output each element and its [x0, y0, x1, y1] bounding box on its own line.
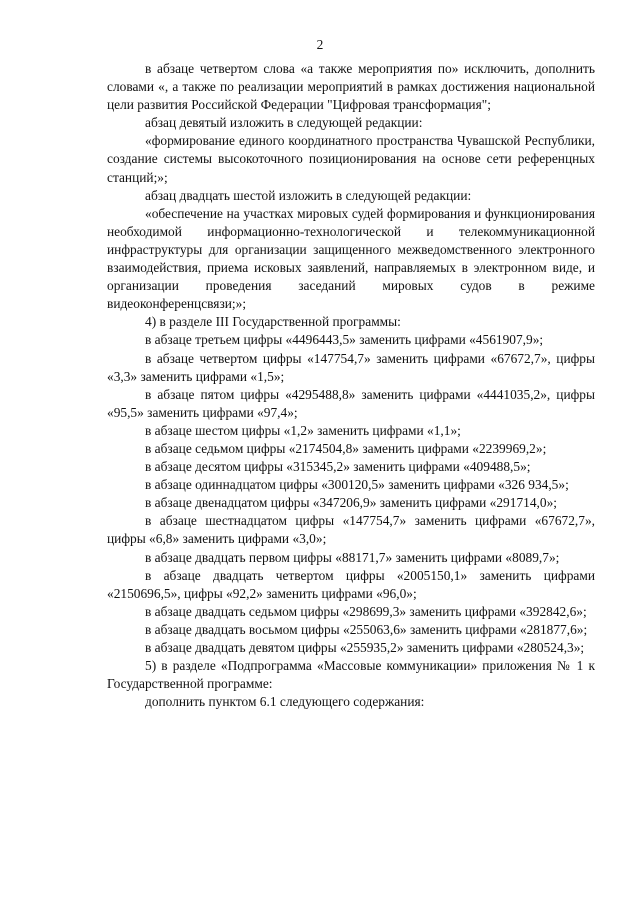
paragraph: «обеспечение на участках мировых судей формирования и функционирования необходимой информационно-технологической и телекоммуникационной инфраструктуры для организации защищенного межведомственного электронного взаимодействия, приема исковых заявлений, направляемых в электронном виде, и организации проведения заседаний мировых судов в режиме видеоконференцсвязи;»;: [107, 205, 595, 312]
paragraph: абзац двадцать шестой изложить в следующей редакции:: [145, 187, 472, 203]
paragraph: в абзаце двадцать седьмом цифры «298699,3» заменить цифрами «392842,6»;: [145, 603, 587, 619]
paragraph: в абзаце четвертом цифры «147754,7» заменить цифрами «67672,7», цифры «3,3» заменить цифрами «1,5»;: [107, 350, 595, 384]
paragraph: в абзаце двадцать девятом цифры «255935,2» заменить цифрами «280524,3»;: [145, 640, 585, 655]
paragraph: в абзаце двадцать первом цифры «88171,7» заменить цифрами «8089,7»;: [145, 549, 560, 565]
page-number: 2: [316, 37, 324, 52]
paragraph: абзац девятый изложить в следующей редакции:: [145, 115, 423, 131]
paragraph: в абзаце двадцать восьмом цифры «255063,6» заменить цифрами «281877,6»;: [145, 621, 588, 637]
paragraph: в абзаце шестнадцатом цифры «147754,7» заменить цифрами «67672,7», цифры «6,8» заменить цифрами «3,0»;: [107, 513, 595, 547]
paragraph: в абзаце третьем цифры «4496443,5» заменить цифрами «4561907,9»;: [145, 332, 544, 348]
paragraph: 5) в разделе «Подпрограмма «Массовые коммуникации» приложения № 1 к Государственной программе:: [107, 658, 595, 692]
paragraph: в абзаце четвертом слова «а также мероприятия по» исключить, дополнить словами «, а также по реализации мероприятий в рамках достижения национальной цели развития Российской Федерации "Цифровая трансформация";: [107, 61, 595, 113]
paragraph: в абзаце одиннадцатом цифры «300120,5» заменить цифрами «326 934,5»;: [145, 477, 569, 493]
paragraph: в абзаце двенадцатом цифры «347206,9» заменить цифрами «291714,0»;: [145, 495, 557, 511]
paragraph: дополнить пунктом 6.1 следующего содержания:: [145, 694, 425, 710]
document-body: [107, 60, 595, 711]
paragraph: 4) в разделе III Государственной программы:: [145, 314, 401, 330]
paragraph: в абзаце седьмом цифры «2174504,8» заменить цифрами «2239969,2»;: [145, 440, 547, 456]
paragraph: в абзаце шестом цифры «1,2» заменить цифрами «1,1»;: [145, 422, 461, 438]
paragraph: «формирование единого координатного пространства Чувашской Республики, создание системы высокоточного позиционирования на основе сети референцных станций;»;: [107, 133, 595, 185]
paragraph: в абзаце пятом цифры «4295488,8» заменить цифрами «4441035,2», цифры «95,5» заменить цифрами «97,4»;: [107, 386, 595, 420]
paragraph: в абзаце десятом цифры «315345,2» заменить цифрами «409488,5»;: [145, 459, 531, 475]
paragraph: в абзаце двадцать четвертом цифры «2005150,1» заменить цифрами «2150696,5», цифры «92,2» заменить цифрами «96,0»;: [107, 567, 595, 601]
